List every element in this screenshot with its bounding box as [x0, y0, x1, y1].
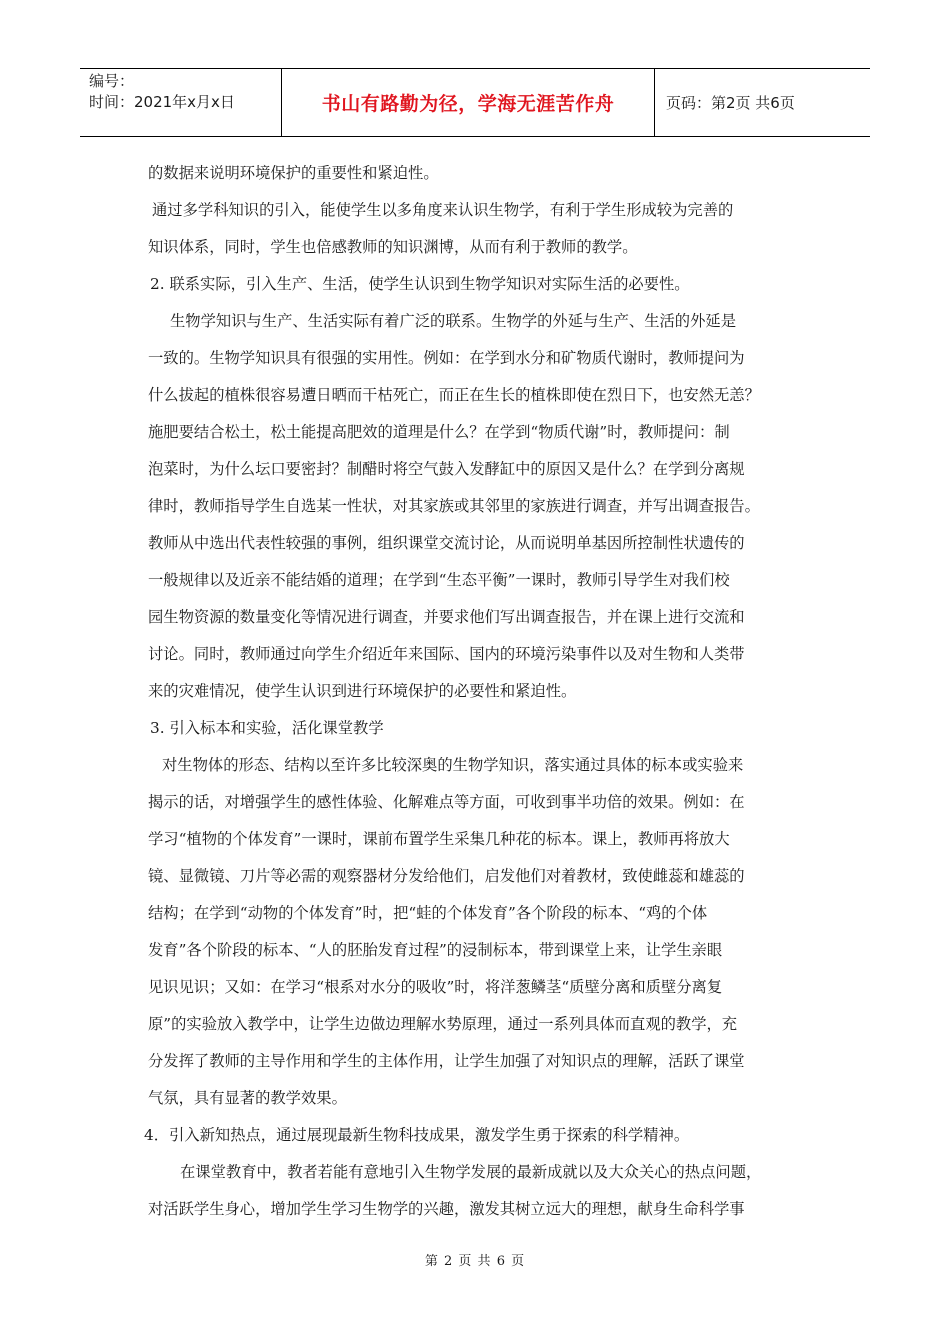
text-line: 通过多学科知识的引入，能使学生以多角度来认识生物学，有利于学生形成较为完善的: [152, 201, 734, 219]
serial-label: 编号：: [89, 72, 135, 90]
text-line: 见识见识；又如：在学习“根系对水分的吸收”时，将洋葱鳞茎“质壁分离和质壁分离复: [148, 978, 723, 996]
text-line: 施肥要结合松土，松土能提高肥效的道理是什么？在学到“物质代谢”时，教师提问：制: [148, 423, 730, 441]
text-line: 原”的实验放入教学中，让学生边做边理解水势原理，通过一系列具体而直观的教学，充: [148, 1015, 738, 1033]
text-line: 镜、显微镜、刀片等必需的观察器材分发给他们，启发他们对着教材，致使雌蕊和雄蕊的: [148, 867, 745, 885]
header-motto-cell: [282, 69, 655, 136]
text-line: 气氛，具有显著的教学效果。: [148, 1089, 347, 1107]
text-line: 的数据来说明环境保护的重要性和紧迫性。: [148, 164, 439, 182]
time-label: 时间：2021年x月x日: [89, 93, 235, 111]
text-line: 在课堂教育中，教者若能有意地引入生物学发展的最新成就以及大众关心的热点问题，: [180, 1163, 762, 1181]
text-line: 来的灾难情况，使学生认识到进行环境保护的必要性和紧迫性。: [148, 682, 577, 700]
section-heading-4: 4．引入新知热点，通过展现最新生物科技成果，激发学生勇于探索的科学精神。: [144, 1126, 690, 1144]
text-line: 泡菜时，为什么坛口要密封？制醋时将空气鼓入发酵缸中的原因又是什么？在学到分离规: [148, 460, 745, 478]
text-line: 对生物体的形态、结构以至许多比较深奥的生物学知识，落实通过具体的标本或实验来: [162, 756, 744, 774]
text-line: 教师从中选出代表性较强的事例，组织课堂交流讨论，从而说明单基因所控制性状遗传的: [148, 534, 745, 552]
body-text: [144, 155, 828, 1228]
text-line: 分发挥了教师的主导作用和学生的主体作用，让学生加强了对知识点的理解，活跃了课堂: [148, 1052, 745, 1070]
text-line: 律时，教师指导学生自选某一性状，对其家族或其邻里的家族进行调查，并写出调查报告。: [148, 497, 760, 515]
text-line: 结构；在学到“动物的个体发育”时，把“蛙的个体发育”各个阶段的标本、“鸡的个体: [148, 904, 708, 922]
text-line: 揭示的话，对增强学生的感性体验、化解难点等方面，可收到事半功倍的效果。例如：在: [148, 793, 745, 811]
page-footer: 第 2 页 共 6 页: [424, 1254, 526, 1269]
text-line: 一般规律以及近亲不能结婚的道理；在学到“生态平衡”一课时，教师引导学生对我们校: [148, 571, 730, 589]
page-label: 页码：第2页 共6页: [666, 94, 795, 112]
text-line: 对活跃学生身心，增加学生学习生物学的兴趣，激发其树立远大的理想，献身生命科学事: [148, 1200, 745, 1218]
text-line: 发育”各个阶段的标本、“人的胚胎发育过程”的浸制标本，带到课堂上来，让学生亲眼: [148, 941, 723, 959]
text-line: 学习“植物的个体发育”一课时，课前布置学生采集几种花的标本。课上，教师再将放大: [148, 830, 730, 848]
text-line: 讨论。同时，教师通过向学生介绍近年来国际、国内的环境污染事件以及对生物和人类带: [148, 645, 745, 663]
motto: 书山有路勤为径，学海无涯苦作舟: [321, 93, 615, 115]
text-line: 生物学知识与生产、生活实际有着广泛的联系。生物学的外延与生产、生活的外延是: [170, 312, 736, 330]
text-line: 一致的。生物学知识具有很强的实用性。例如：在学到水分和矿物质代谢时，教师提问为: [148, 349, 745, 367]
text-line: 知识体系，同时，学生也倍感教师的知识渊博，从而有利于教师的教学。: [148, 238, 638, 256]
section-heading-2: 2. 联系实际，引入生产、生活，使学生认识到生物学知识对实际生活的必要性。: [150, 275, 690, 293]
text-line: 园生物资源的数量变化等情况进行调查，并要求他们写出调查报告，并在课上进行交流和: [148, 608, 745, 626]
section-heading-3: 3. 引入标本和实验，活化课堂教学: [150, 719, 384, 737]
text-line: 什么拔起的植株很容易遭日晒而干枯死亡，而正在生长的植株即使在烈日下，也安然无恙？: [148, 386, 760, 404]
header-meta: [80, 69, 282, 136]
header-page-cell: [655, 69, 870, 136]
page-header: [80, 68, 870, 137]
